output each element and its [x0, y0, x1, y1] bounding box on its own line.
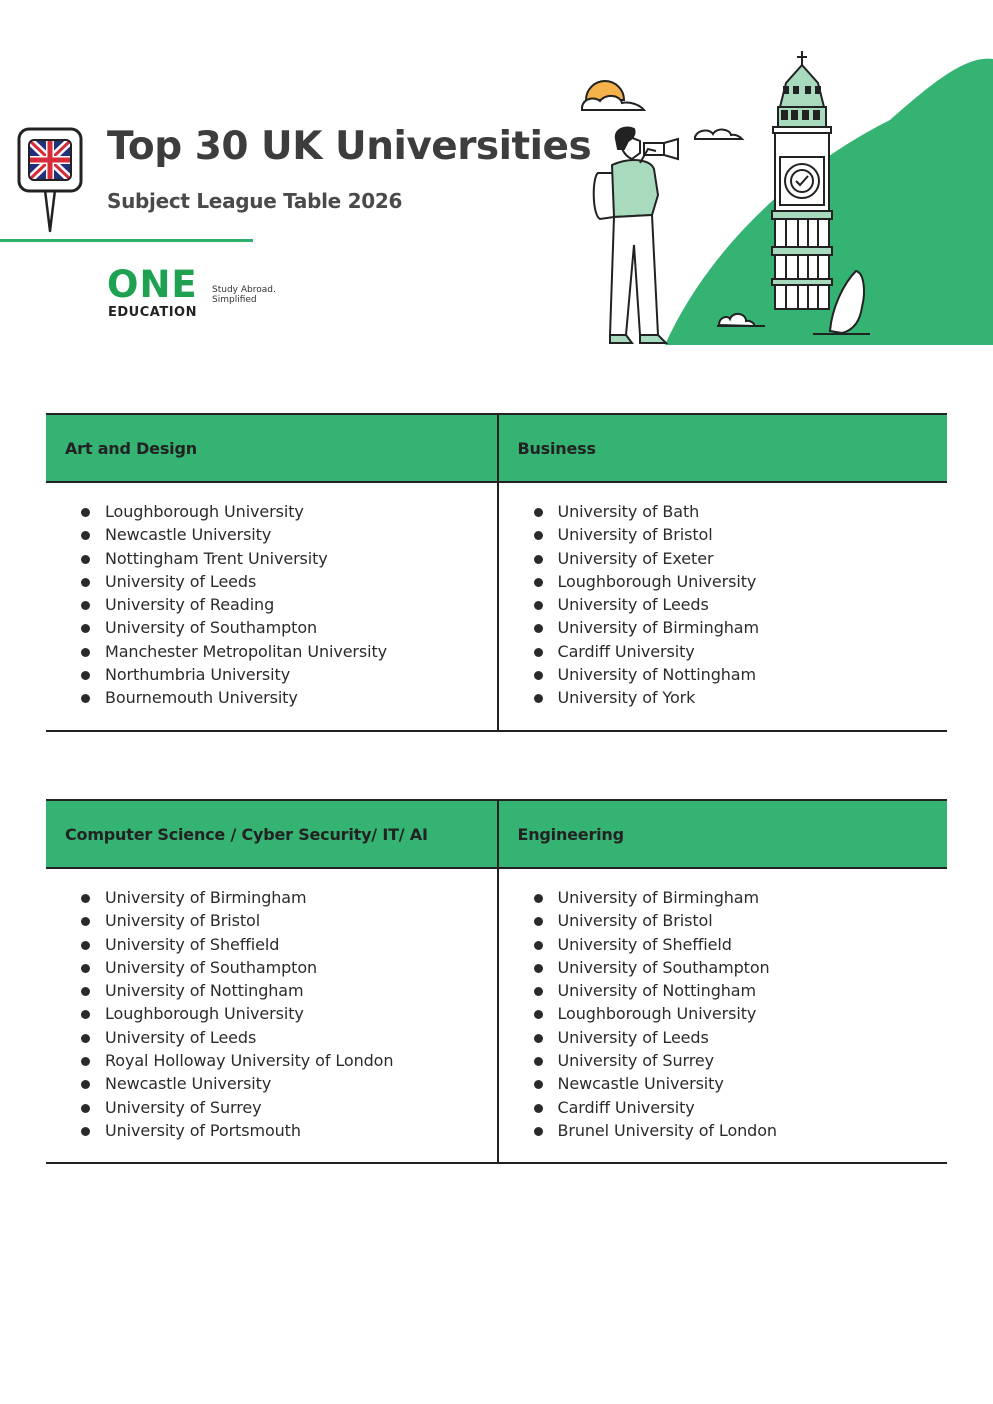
university-column — [46, 869, 497, 1162]
brand-logo — [107, 263, 307, 325]
big-ben-tower — [772, 51, 832, 309]
university-list-item: University of York — [533, 686, 948, 709]
university-list-item: University of Leeds — [80, 1026, 497, 1049]
university-list-item: Cardiff University — [533, 1096, 948, 1119]
university-list-item: University of Bristol — [533, 523, 948, 546]
subject-table-1 — [46, 413, 947, 732]
university-list-item: Bournemouth University — [80, 686, 497, 709]
university-list-item: University of Southampton — [80, 956, 497, 979]
university-list-item: University of Nottingham — [80, 979, 497, 1002]
university-list-item: Brunel University of London — [533, 1119, 948, 1142]
logo-tagline — [212, 285, 302, 305]
subject-table-2 — [46, 799, 947, 1164]
university-list-item: University of Portsmouth — [80, 1119, 497, 1142]
university-list-item: University of Southampton — [533, 956, 948, 979]
table-header-row — [46, 415, 947, 483]
university-list-item: University of Nottingham — [533, 663, 948, 686]
university-list — [80, 500, 497, 710]
logo-tagline-line2: Simplified — [212, 295, 257, 305]
university-column — [497, 483, 948, 730]
university-list-item: Loughborough University — [533, 570, 948, 593]
university-column — [46, 483, 497, 730]
university-list-item: University of Surrey — [533, 1049, 948, 1072]
university-list-item: Cardiff University — [533, 640, 948, 663]
university-list-item: Newcastle University — [80, 1072, 497, 1095]
university-list-item: University of Birmingham — [533, 616, 948, 639]
university-list-item: University of Nottingham — [533, 979, 948, 1002]
university-list-item: University of Sheffield — [80, 933, 497, 956]
page-title: Top 30 UK Universities — [107, 124, 592, 169]
table-body-row — [46, 869, 947, 1162]
university-list-item: Nottingham Trent University — [80, 547, 497, 570]
university-list-item: Loughborough University — [533, 1002, 948, 1025]
university-list-item: University of Birmingham — [80, 886, 497, 909]
university-list-item: Royal Holloway University of London — [80, 1049, 497, 1072]
table-header-row — [46, 801, 947, 869]
university-list — [533, 886, 948, 1142]
sun-icon — [582, 81, 644, 110]
subject-heading: Business — [497, 415, 948, 481]
university-list-item: University of Southampton — [80, 616, 497, 639]
university-list — [80, 886, 497, 1142]
header-illustration — [570, 45, 993, 345]
traveler-with-binoculars — [594, 127, 678, 343]
subject-heading: Computer Science / Cyber Security/ IT/ AI — [65, 824, 428, 844]
university-list-item: University of Leeds — [80, 570, 497, 593]
university-list-item: University of Sheffield — [533, 933, 948, 956]
university-list-item: University of Birmingham — [533, 886, 948, 909]
university-list-item: University of Exeter — [533, 547, 948, 570]
university-list-item: University of Surrey — [80, 1096, 497, 1119]
university-list-item: University of Bristol — [533, 909, 948, 932]
university-list-item: Newcastle University — [80, 523, 497, 546]
university-list-item: University of Leeds — [533, 1026, 948, 1049]
page-subtitle: Subject League Table 2026 — [107, 189, 403, 213]
university-list-item: University of Reading — [80, 593, 497, 616]
university-list-item: University of Bristol — [80, 909, 497, 932]
university-list-item: Loughborough University — [80, 500, 497, 523]
subject-heading: Engineering — [497, 801, 948, 867]
university-list-item: Newcastle University — [533, 1072, 948, 1095]
university-list — [533, 500, 948, 710]
university-list-item: Manchester Metropolitan University — [80, 640, 497, 663]
logo-wordmark: ONE — [107, 263, 198, 306]
header-divider — [0, 239, 253, 242]
table-body-row — [46, 483, 947, 730]
university-list-item: University of Bath — [533, 500, 948, 523]
university-list-item: University of Leeds — [533, 593, 948, 616]
logo-tagline-line1: Study Abroad. — [212, 285, 276, 295]
cloud-icon — [695, 130, 742, 139]
subject-heading: Art and Design — [65, 438, 197, 458]
university-list-item: Northumbria University — [80, 663, 497, 686]
university-list-item: Loughborough University — [80, 1002, 497, 1025]
uk-flag-pin-icon — [17, 127, 83, 237]
university-column — [497, 869, 948, 1162]
logo-subword: EDUCATION — [108, 305, 197, 320]
